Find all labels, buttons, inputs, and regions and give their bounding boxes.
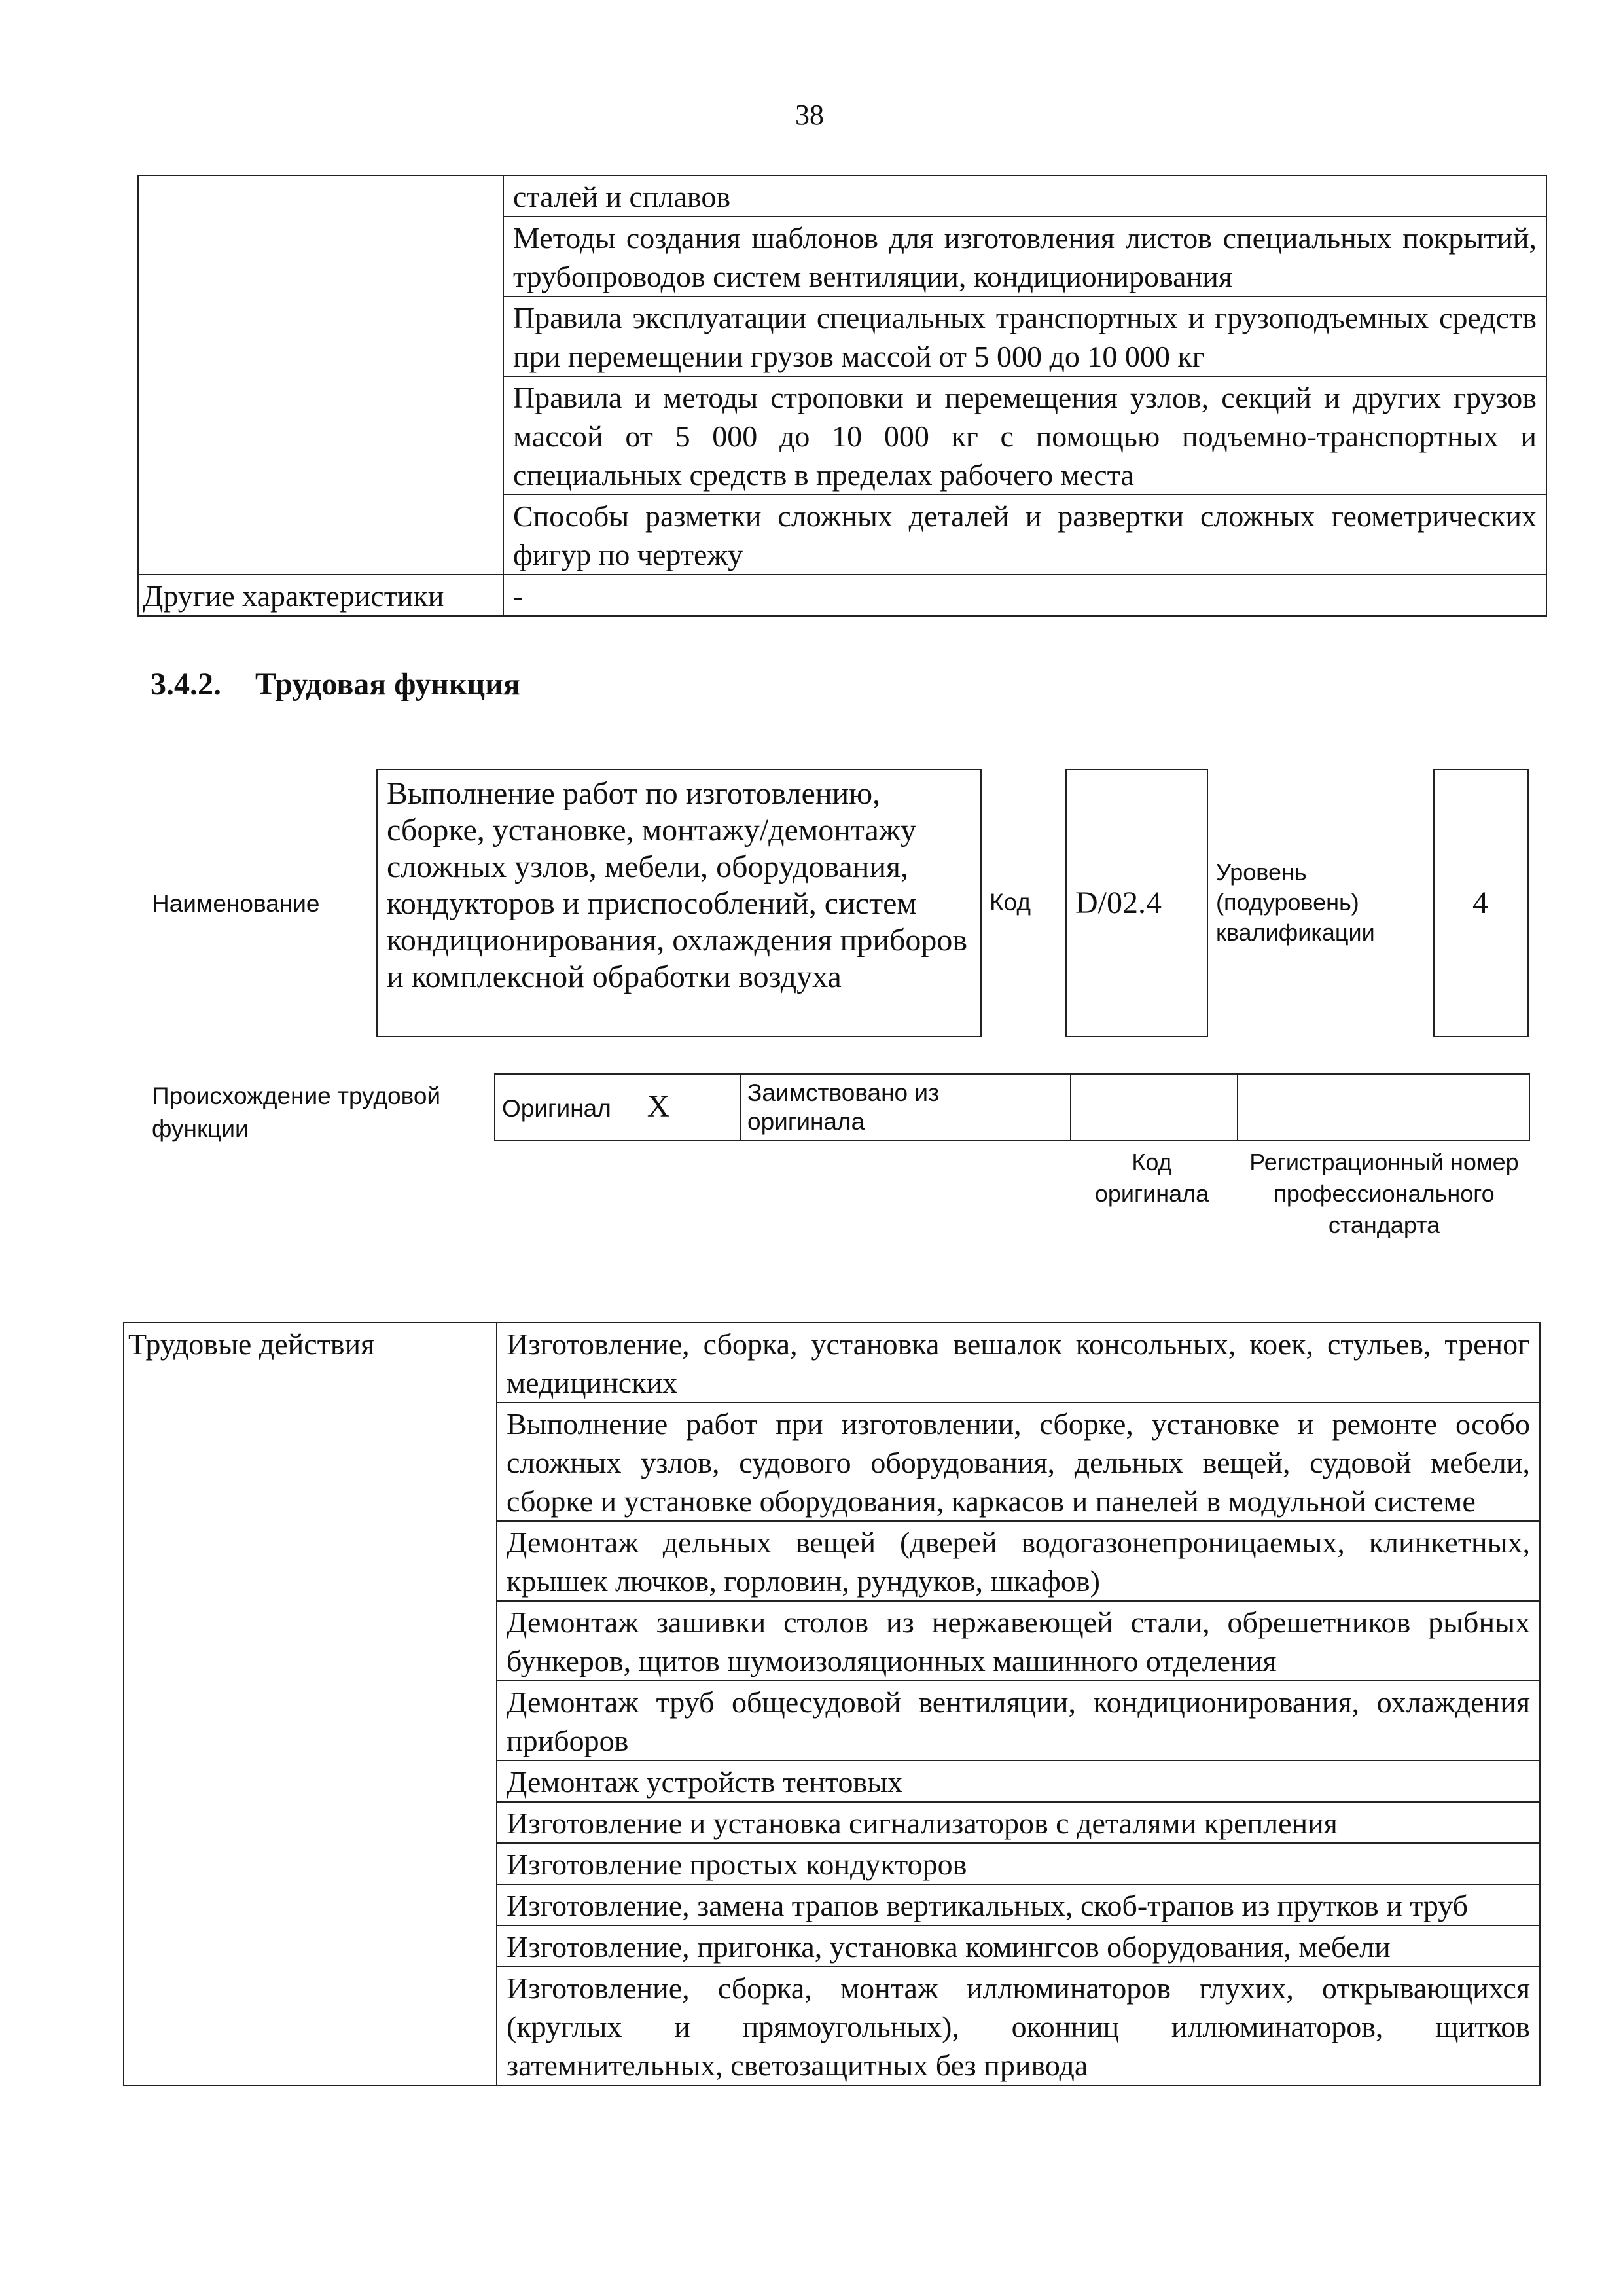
origin-reg-cell [1238,1074,1529,1141]
table-cell: Изготовление и установка сигнализаторов с деталями крепления [497,1802,1540,1843]
knowledge-table [137,175,1547,617]
labor-actions-label: Трудовые действия [124,1323,497,2085]
table-row [138,575,1546,616]
origin-label [152,1080,440,1145]
caption-line: оригинала [1094,1180,1209,1207]
page-number: 38 [795,99,824,131]
table-cell: сталей и сплавов [503,175,1546,217]
level-value: 4 [1472,886,1488,920]
caption-line: Код [1132,1149,1172,1175]
caption-line: профессионального [1274,1180,1495,1207]
origin-label-line: функции [152,1115,249,1142]
section-number: 3.4.2. [151,667,221,702]
code-value: D/02.4 [1075,886,1162,920]
other-characteristics-label: Другие характеристики [138,575,503,616]
section-title: Трудовая функция [255,667,520,702]
origin-code-cell [1071,1074,1238,1141]
table-cell: Правила и методы строповки и перемещения узлов, секций и других грузов массой от 5 000 до 10 000 кг с помощью подъемно-транспортных и специальных средств в пределах рабочего места [503,376,1546,495]
table-cell: Изготовление, сборка, установка вешалок консольных, коек, стульев, треног медицинских [497,1323,1540,1403]
level-label-line: квалификации [1216,919,1375,946]
origin-label-line: Происхождение трудовой [152,1083,441,1109]
table-cell: Правила эксплуатации специальных транспортных и грузоподъемных средств при перемещении грузов массой от 5 000 до 10 000 кг [503,296,1546,376]
table-cell: Изготовление, пригонка, установка комингсов оборудования, мебели [497,1926,1540,1967]
level-label-line: Уровень [1216,859,1307,886]
origin-borrowed-cell [740,1074,1071,1141]
table-cell: Изготовление простых кондукторов [497,1843,1540,1884]
original-mark: X [647,1088,670,1124]
table-cell: Демонтаж устройств тентовых [497,1761,1540,1802]
code-label: Код [990,889,1031,916]
origin-original-cell [495,1074,740,1141]
table-cell: Способы разметки сложных деталей и развертки сложных геометрических фигур по чертежу [503,495,1546,575]
borrowed-label-line: Заимствовано из [747,1079,940,1106]
level-label [1216,857,1375,948]
caption-line: стандарта [1328,1211,1440,1238]
registration-number-caption [1234,1147,1535,1241]
table-cell: Демонтаж дельных вещей (дверей водогазонепроницаемых, клинкетных, крышек лючков, горловин, рундуков, шкафов) [497,1521,1540,1601]
table-row [138,175,1546,217]
caption-line: Регистрационный номер [1249,1149,1519,1175]
table-row [495,1074,1529,1141]
labor-actions-table [123,1322,1541,2086]
label-cell-empty [138,175,503,575]
borrowed-label-line: оригинала [747,1108,865,1135]
table-cell: Демонтаж зашивки столов из нержавеющей стали, обрешетников рыбных бункеров, щитов шумоизоляционных машинного отделения [497,1601,1540,1681]
level-label-line: (подуровень) [1216,889,1359,916]
table-cell: Выполнение работ при изготовлении, сборке, установке и ремонте особо сложных узлов, судового оборудования, дельных вещей, судовой мебели, сборке и установке оборудования, каркасов и панелей в модульной системе [497,1403,1540,1521]
name-label: Наименование [152,890,320,917]
origin-table [494,1073,1530,1141]
original-label: Оригинал [502,1094,611,1122]
table-cell: Демонтаж труб общесудовой вентиляции, кондиционирования, охлаждения приборов [497,1681,1540,1761]
table-cell: Изготовление, замена трапов вертикальных, скоб-трапов из прутков и труб [497,1884,1540,1926]
table-cell: Изготовление, сборка, монтаж иллюминаторов глухих, открывающихся (круглых и прямоугольных), оконниц иллюминаторов, щитков затемнительных, светозащитных без привода [497,1967,1540,2085]
function-name-box: Выполнение работ по изготовлению, сборке, установке, монтажу/демонтажу сложных узлов, мебели, оборудования, кондукторов и приспособлений, систем кондиционирования, охлаждения приборов и комплексной обработки воздуха [376,769,982,1037]
section-heading [151,666,520,702]
table-row [124,1323,1540,1403]
other-characteristics-value: - [503,575,1546,616]
table-cell: Методы создания шаблонов для изготовления листов специальных покрытий, трубопроводов систем вентиляции, кондиционирования [503,217,1546,296]
code-original-caption [1093,1147,1211,1210]
